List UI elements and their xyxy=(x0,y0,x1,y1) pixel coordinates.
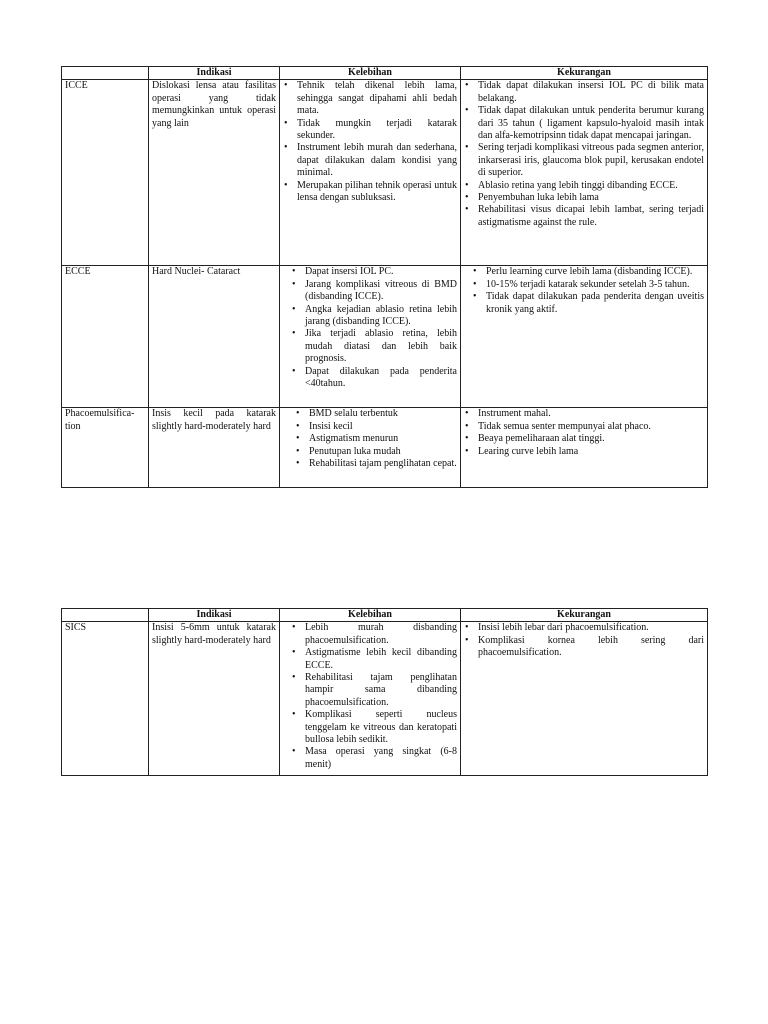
list-item: • Insisi kecil xyxy=(283,421,457,433)
kelebihan-cell xyxy=(280,266,461,408)
list-item: • Insisi lebih lebar dari phacoemulsification. xyxy=(464,622,704,634)
list-item: • Masa operasi yang singkat (6-8 menit) xyxy=(283,746,457,771)
list-item: • Tidak dapat dilakukan untuk penderita berumur kurang dari 35 tahun ( ligament kapsulo-hyaloid masih intak dan alfa-kemotripsinn tidak dapat mencapai jaringan. xyxy=(464,105,704,142)
list-item: • Komplikasi kornea lebih sering dari phacoemulsification. xyxy=(464,635,704,660)
list-item: • Tehnik telah dikenal lebih lama, sehingga sangat dipahami ahli bedah mata. xyxy=(283,80,457,117)
header-kekurangan: Kekurangan xyxy=(461,609,708,622)
list-item: • Tidak semua senter mempunyai alat phaco. xyxy=(464,421,704,433)
list-item: • Merupakan pilihan tehnik operasi untuk lensa dengan subluksasi. xyxy=(283,180,457,205)
list-item: • Jika terjadi ablasio retina, lebih mudah diatasi dan lebih baik prognosis. xyxy=(283,328,457,365)
list-item: • Tidak dapat dilakukan insersi IOL PC di bilik mata belakang. xyxy=(464,80,704,105)
list-item: • Astigmatisme lebih kecil dibanding ECCE. xyxy=(283,647,457,672)
list-item: • Dapat dilakukan pada penderita <40tahun. xyxy=(283,366,457,391)
list-item: • Learing curve lebih lama xyxy=(464,446,704,458)
list-item: • Rehabilitasi tajam penglihatan hampir sama dibanding phacoemulsification. xyxy=(283,672,457,709)
row-name: ECCE xyxy=(62,266,149,408)
list-item: • Angka kejadian ablasio retina lebih jarang (disbanding ICCE). xyxy=(283,304,457,329)
list-item: • 10-15% terjadi katarak sekunder setelah 3-5 tahun. xyxy=(464,279,704,291)
row-name: SICS xyxy=(62,622,149,776)
list-item: • Dapat insersi IOL PC. xyxy=(283,266,457,278)
list-item: • Penutupan luka mudah xyxy=(283,446,457,458)
indikasi-cell: Insisi 5-6mm untuk katarak slightly hard-moderately hard xyxy=(149,622,280,776)
kekurangan-cell xyxy=(461,80,708,266)
kelebihan-cell xyxy=(280,80,461,266)
comparison-table-1 xyxy=(61,66,708,488)
list-item: • Ablasio retina yang lebih tinggi dibanding ECCE. xyxy=(464,180,704,192)
list-item: • Instrument lebih murah dan sederhana, dapat dilakukan dalam kondisi yang minimal. xyxy=(283,142,457,179)
indikasi-cell: Insis kecil pada katarak slightly hard-moderately hard xyxy=(149,408,280,488)
row-name: ICCE xyxy=(62,80,149,266)
list-item: • Tidak mungkin terjadi katarak sekunder. xyxy=(283,118,457,143)
list-item: • Jarang komplikasi vitreous di BMD (disbanding ICCE). xyxy=(283,279,457,304)
list-item: • Rehabilitasi tajam penglihatan cepat. xyxy=(283,458,457,470)
list-item: • Penyembuhan luka lebih lama xyxy=(464,192,704,204)
header-indikasi: Indikasi xyxy=(149,609,280,622)
comparison-table-2 xyxy=(61,608,708,776)
table-row-phaco xyxy=(62,408,708,488)
kekurangan-cell xyxy=(461,408,708,488)
indikasi-cell: Dislokasi lensa atau fasilitas operasi yang tidak memungkinkan untuk operasi yang lain xyxy=(149,80,280,266)
list-item: • Beaya pemeliharaan alat tinggi. xyxy=(464,433,704,445)
header-indikasi: Indikasi xyxy=(149,67,280,80)
list-item: • Astigmatism menurun xyxy=(283,433,457,445)
kekurangan-cell xyxy=(461,266,708,408)
table-header-row xyxy=(62,609,708,622)
header-kekurangan: Kekurangan xyxy=(461,67,708,80)
kelebihan-cell xyxy=(280,408,461,488)
table-header-row xyxy=(62,67,708,80)
header-empty xyxy=(62,67,149,80)
list-item: • Lebih murah disbanding phacoemulsification. xyxy=(283,622,457,647)
header-empty xyxy=(62,609,149,622)
kelebihan-cell xyxy=(280,622,461,776)
kekurangan-cell xyxy=(461,622,708,776)
table-row-sics xyxy=(62,622,708,776)
list-item: • BMD selalu terbentuk xyxy=(283,408,457,420)
list-item: • Instrument mahal. xyxy=(464,408,704,420)
indikasi-cell: Hard Nuclei- Cataract xyxy=(149,266,280,408)
row-name: Phacoemulsifica-tion xyxy=(62,408,149,488)
header-kelebihan: Kelebihan xyxy=(280,67,461,80)
header-kelebihan: Kelebihan xyxy=(280,609,461,622)
list-item: • Tidak dapat dilakukan pada penderita dengan uveitis kronik yang aktif. xyxy=(464,291,704,316)
table-row-icce xyxy=(62,80,708,266)
list-item: • Rehabilitasi visus dicapai lebih lambat, sering terjadi astigmatisme against the rule. xyxy=(464,204,704,229)
table-row-ecce xyxy=(62,266,708,408)
list-item: • Perlu learning curve lebih lama (disbanding ICCE). xyxy=(464,266,704,278)
list-item: • Komplikasi seperti nucleus tenggelam ke vitreous dan keratopati bullosa lebih sedikit. xyxy=(283,709,457,746)
list-item: • Sering terjadi komplikasi vitreous pada segmen anterior, inkarserasi iris, glaucoma blok pupil, kerusakan endotel di superior. xyxy=(464,142,704,179)
